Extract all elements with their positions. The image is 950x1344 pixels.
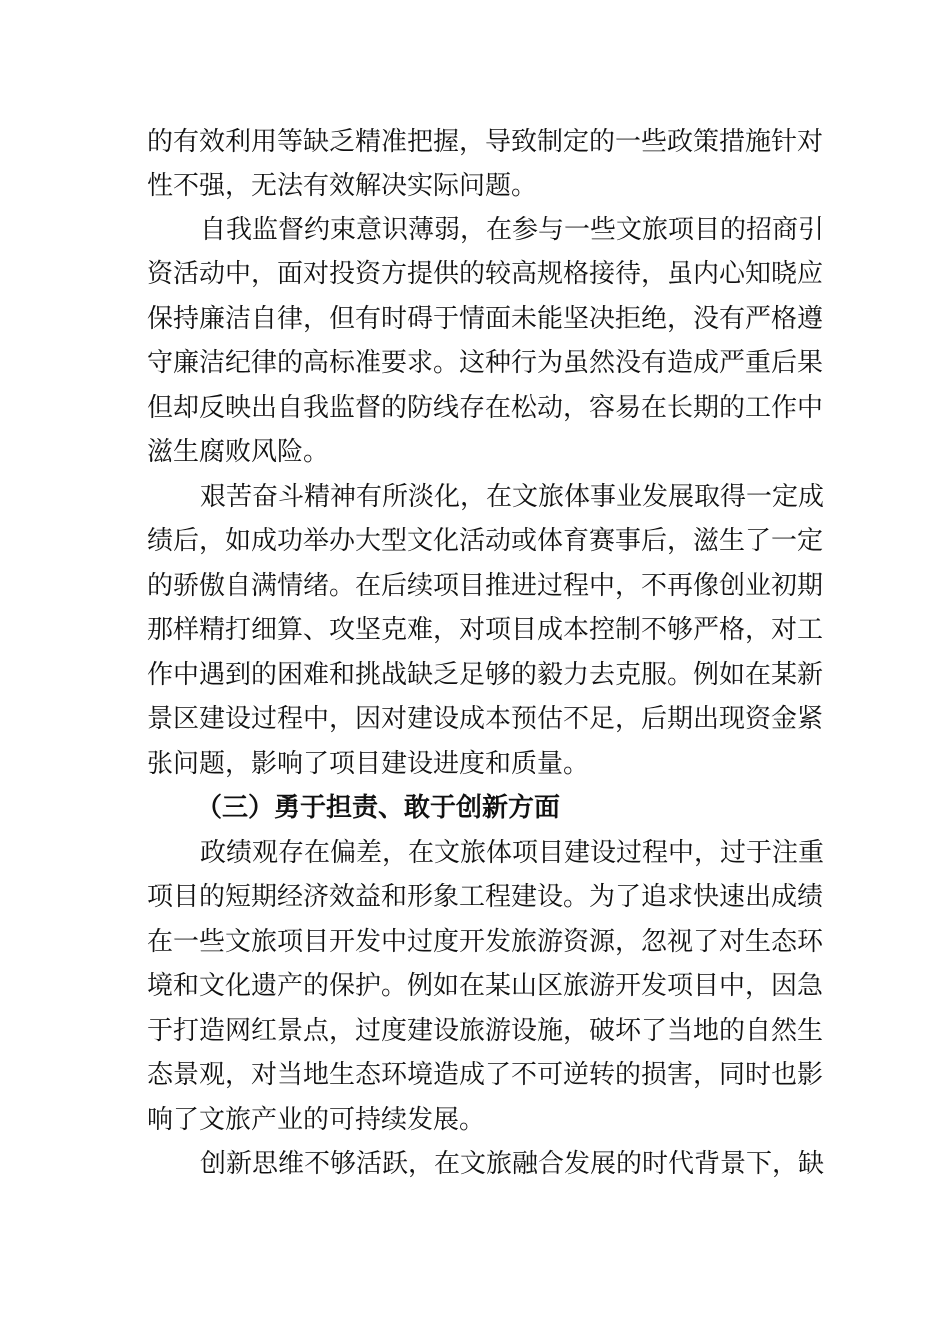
paragraph-2-line-5: 但却反映出自我监督的防线存在松动，容易在长期的工作中 [147,393,824,423]
paragraph-2-line-4: 守廉洁纪律的高标准要求。这种行为虽然没有造成严重后果 [147,348,824,378]
paragraph-4-line-5: 于打造网红景点，过度建设旅游设施，破坏了当地的自然生 [147,1016,824,1046]
paragraph-3-line-4: 那样精打细算、攻坚克难，对项目成本控制不够严格，对工 [147,615,824,645]
paragraph-4-line-3: 在一些文旅项目开发中过度开发旅游资源，忽视了对生态环 [147,927,824,957]
paragraph-2-line-6: 滋生腐败风险。 [147,437,330,467]
paragraph-3-line-2: 绩后，如成功举办大型文化活动或体育赛事后，滋生了一定 [147,526,824,556]
paragraph-3-line-5: 作中遇到的困难和挑战缺乏足够的毅力去克服。例如在某新 [147,660,824,690]
paragraph-1-line-2: 性不强，无法有效解决实际问题。 [147,171,538,201]
paragraph-2-line-3: 保持廉洁自律，但有时碍于情面未能坚决拒绝，没有严格遵 [147,304,824,334]
paragraph-4-line-1: 政绩观存在偏差，在文旅体项目建设过程中，过于注重 [200,838,825,868]
paragraph-3-line-3: 的骄傲自满情绪。在后续项目推进过程中，不再像创业初期 [147,571,824,601]
paragraph-2-line-1: 自我监督约束意识薄弱，在参与一些文旅项目的招商引 [200,215,825,245]
paragraph-5-line-1: 创新思维不够活跃，在文旅融合发展的时代背景下，缺 [200,1149,825,1179]
paragraph-4-line-7: 响了文旅产业的可持续发展。 [147,1105,486,1135]
paragraph-3-line-6: 景区建设过程中，因对建设成本预估不足，后期出现资金紧 [147,704,824,734]
paragraph-3-line-1: 艰苦奋斗精神有所淡化，在文旅体事业发展取得一定成 [200,482,825,512]
section-heading: （三）勇于担责、敢于创新方面 [196,793,561,823]
paragraph-4-line-6: 态景观，对当地生态环境造成了不可逆转的损害，同时也影 [147,1060,824,1090]
paragraph-2-line-2: 资活动中，面对投资方提供的较高规格接待，虽内心知晓应 [147,259,824,289]
paragraph-4-line-4: 境和文化遗产的保护。例如在某山区旅游开发项目中，因急 [147,971,824,1001]
paragraph-1-line-1: 的有效利用等缺乏精准把握，导致制定的一些政策措施针对 [147,127,824,157]
paragraph-3-line-7: 张问题，影响了项目建设进度和质量。 [147,749,590,779]
paragraph-4-line-2: 项目的短期经济效益和形象工程建设。为了追求快速出成绩 [147,882,824,912]
